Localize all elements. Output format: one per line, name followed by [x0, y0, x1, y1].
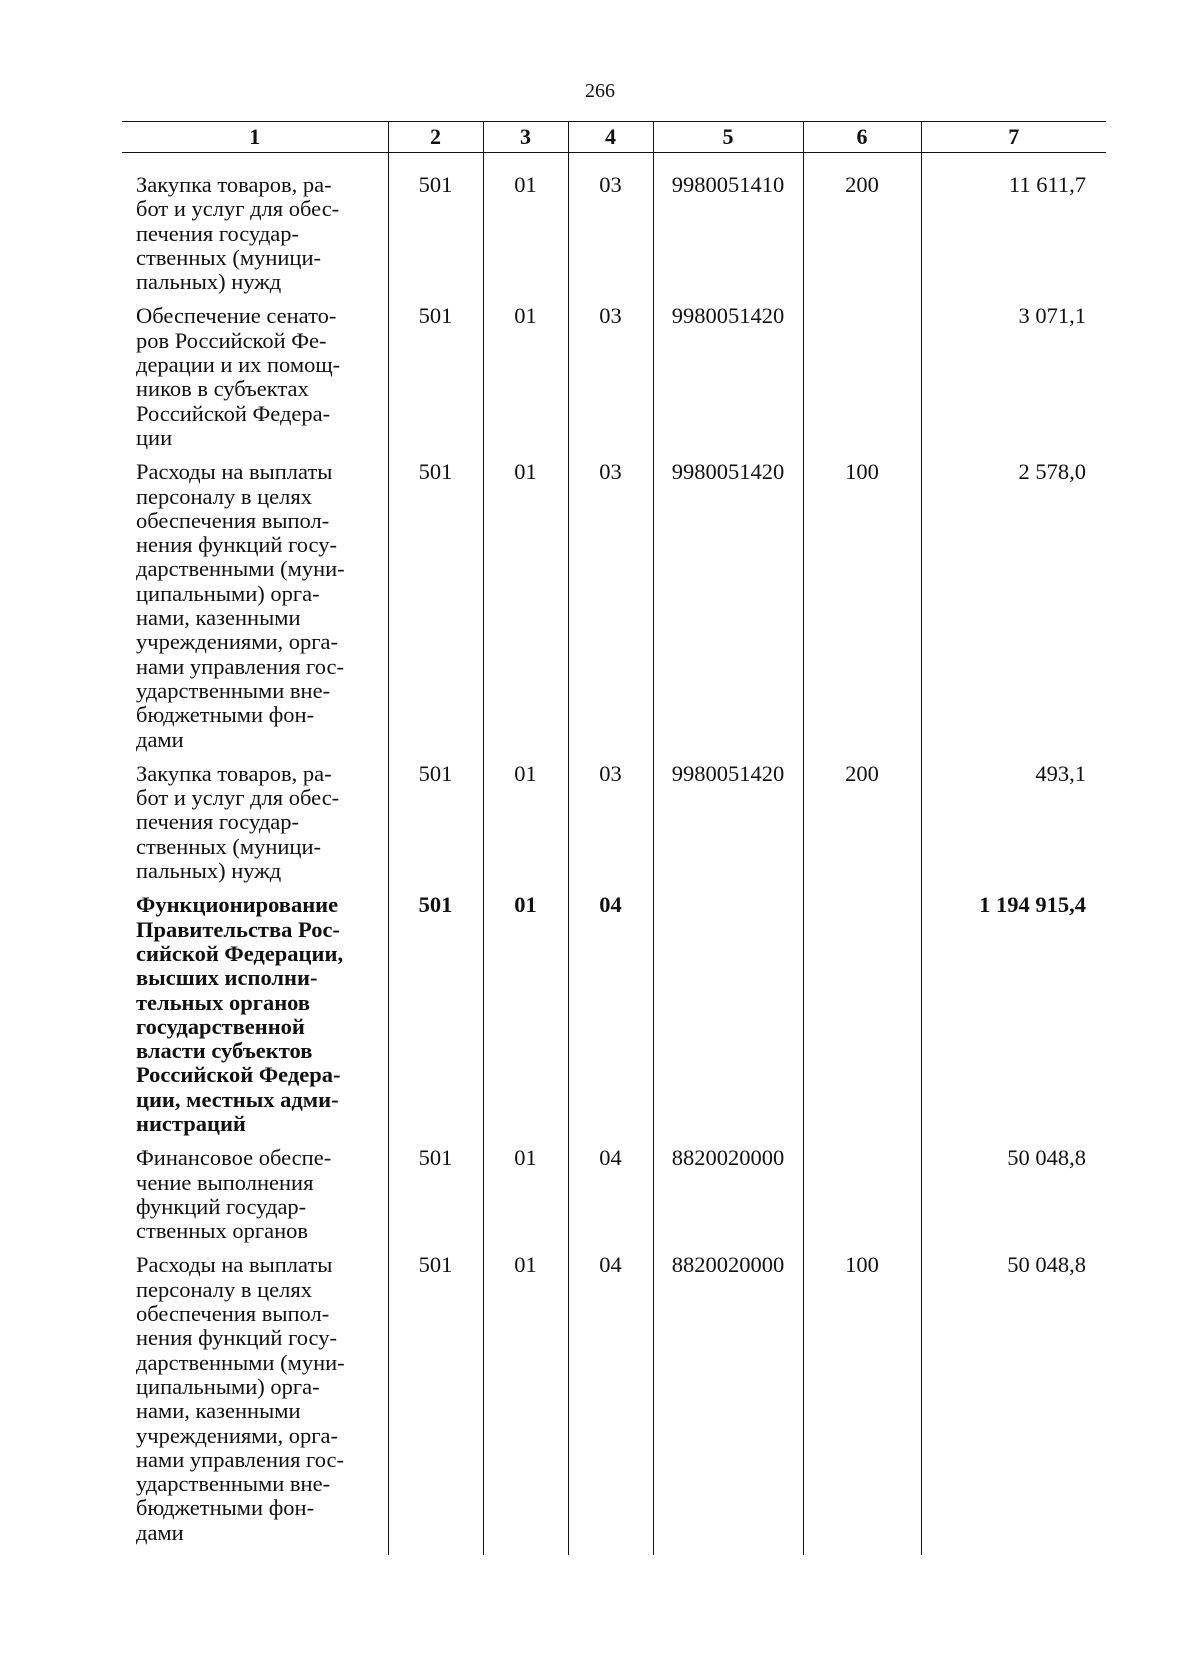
row-name-cell [122, 173, 388, 304]
cell-subsection: 04 [568, 1146, 653, 1253]
cell-section: 01 [483, 173, 568, 304]
row-name-cell [122, 893, 388, 1146]
row-name-line: ципальными) орга- [136, 1373, 320, 1399]
row-name-line: ственных (муници- [136, 833, 322, 859]
cell-admin-code: 501 [388, 304, 483, 460]
table-header-row [122, 122, 1106, 153]
row-name-line: нами, казенными [136, 1398, 301, 1424]
table-spacer-row [122, 153, 1106, 174]
row-name-line: нистраций [136, 1110, 246, 1136]
row-name-line: тельных органов [136, 989, 311, 1015]
cell-section: 01 [483, 893, 568, 1146]
cell-amount: 11 611,7 [921, 173, 1106, 304]
table-row [122, 173, 1106, 304]
row-name-line: ственных органов [136, 1218, 309, 1244]
row-name-line: дерации и их помощ- [136, 352, 341, 378]
cell-target-article: 9980051420 [653, 304, 803, 460]
row-name-cell [122, 460, 388, 762]
cell-subsection: 03 [568, 304, 653, 460]
row-name-line: Обеспечение сенато- [136, 303, 337, 329]
cell-amount: 50 048,8 [921, 1253, 1106, 1555]
row-name-line: ударственными вне- [136, 1471, 331, 1497]
row-name-cell [122, 304, 388, 460]
row-name-line: государственной [136, 1013, 305, 1039]
cell-amount: 1 194 915,4 [921, 893, 1106, 1146]
cell-target-article: 8820020000 [653, 1253, 803, 1555]
row-name-line: ципальными) орга- [136, 580, 320, 606]
cell-expense-type: 100 [803, 460, 921, 762]
row-name-line: власти субъектов [136, 1038, 313, 1064]
header-col-6: 6 [803, 122, 921, 153]
row-name-line: нения функций госу- [136, 1325, 337, 1351]
cell-expense-type [803, 893, 921, 1146]
row-name-line: персоналу в целях [136, 1276, 312, 1302]
table-row [122, 1253, 1106, 1555]
row-name-line: Закупка товаров, ра- [136, 760, 332, 786]
cell-subsection: 03 [568, 460, 653, 762]
row-name-line: дами [136, 1519, 184, 1545]
row-name-line: Правительства Рос- [136, 916, 340, 942]
row-name-line: обеспечения выпол- [136, 1301, 330, 1327]
row-name-line: печения государ- [136, 809, 300, 835]
cell-section: 01 [483, 304, 568, 460]
row-name-line: дарственными (муни- [136, 1349, 345, 1375]
row-name-line: Закупка товаров, ра- [136, 172, 332, 197]
row-name-line: Расходы на выплаты [136, 459, 333, 485]
row-name-cell [122, 762, 388, 893]
table-row [122, 460, 1106, 762]
cell-target-article: 8820020000 [653, 1146, 803, 1253]
row-name-line: нами управления гос- [136, 653, 345, 679]
cell-admin-code: 501 [388, 460, 483, 762]
row-name-line: ции, местных адми- [136, 1086, 339, 1112]
cell-expense-type [803, 304, 921, 460]
cell-admin-code: 501 [388, 893, 483, 1146]
header-col-7: 7 [921, 122, 1106, 153]
row-name-line: ров Российской Фе- [136, 327, 327, 353]
cell-expense-type: 200 [803, 762, 921, 893]
row-name-line: учреждениями, орга- [136, 629, 338, 655]
row-name-line: дами [136, 726, 184, 752]
row-name-line: нами, казенными [136, 605, 301, 631]
row-name-line: Финансовое обеспе- [136, 1145, 332, 1171]
table-row [122, 893, 1106, 1146]
header-col-4: 4 [568, 122, 653, 153]
table-row [122, 304, 1106, 460]
cell-amount: 3 071,1 [921, 304, 1106, 460]
header-col-3: 3 [483, 122, 568, 153]
cell-admin-code: 501 [388, 173, 483, 304]
row-name-line: чение выполнения [136, 1169, 314, 1195]
row-name-line: ственных (муници- [136, 244, 322, 270]
row-name-line: пальных) нужд [136, 269, 282, 295]
row-name-line: персоналу в целях [136, 483, 312, 509]
row-name-line: высших исполни- [136, 965, 318, 991]
cell-subsection: 04 [568, 1253, 653, 1555]
table-row [122, 1146, 1106, 1253]
cell-subsection: 03 [568, 173, 653, 304]
row-name-line: бот и услуг для обес- [136, 785, 340, 811]
cell-admin-code: 501 [388, 1146, 483, 1253]
cell-admin-code: 501 [388, 1253, 483, 1555]
cell-amount: 2 578,0 [921, 460, 1106, 762]
header-col-2: 2 [388, 122, 483, 153]
cell-amount: 493,1 [921, 762, 1106, 893]
cell-section: 01 [483, 762, 568, 893]
header-col-1: 1 [122, 122, 388, 153]
page-number: 266 [585, 80, 615, 102]
budget-table [122, 121, 1106, 1555]
cell-expense-type: 200 [803, 173, 921, 304]
table-row [122, 762, 1106, 893]
row-name-line: Российской Федера- [136, 400, 331, 426]
header-col-5: 5 [653, 122, 803, 153]
cell-section: 01 [483, 460, 568, 762]
row-name-line: нами управления гос- [136, 1446, 345, 1472]
row-name-line: печения государ- [136, 220, 300, 246]
cell-section: 01 [483, 1146, 568, 1253]
cell-subsection: 04 [568, 893, 653, 1146]
row-name-line: учреждениями, орга- [136, 1422, 338, 1448]
row-name-line: пальных) нужд [136, 858, 282, 884]
row-name-line: обеспечения выпол- [136, 507, 330, 533]
row-name-line: дарственными (муни- [136, 556, 345, 582]
row-name-line: сийской Федерации, [136, 940, 344, 966]
row-name-line: ников в субъектах [136, 376, 309, 402]
row-name-line: Расходы на выплаты [136, 1252, 333, 1278]
row-name-cell [122, 1253, 388, 1555]
cell-amount: 50 048,8 [921, 1146, 1106, 1253]
row-name-line: нения функций госу- [136, 532, 337, 558]
cell-expense-type: 100 [803, 1253, 921, 1555]
cell-target-article: 9980051410 [653, 173, 803, 304]
row-name-line: Российской Федера- [136, 1062, 341, 1088]
cell-section: 01 [483, 1253, 568, 1555]
cell-target-article: 9980051420 [653, 460, 803, 762]
row-name-line: бюджетными фон- [136, 702, 315, 728]
cell-subsection: 03 [568, 762, 653, 893]
cell-target-article: 9980051420 [653, 762, 803, 893]
cell-expense-type [803, 1146, 921, 1253]
row-name-line: функций государ- [136, 1193, 307, 1219]
row-name-cell [122, 1146, 388, 1253]
cell-target-article [653, 893, 803, 1146]
row-name-line: бюджетными фон- [136, 1495, 315, 1521]
row-name-line: ции [136, 424, 173, 450]
cell-admin-code: 501 [388, 762, 483, 893]
row-name-line: бот и услуг для обес- [136, 196, 340, 222]
row-name-line: Функционирование [136, 892, 339, 918]
row-name-line: ударственными вне- [136, 677, 331, 703]
